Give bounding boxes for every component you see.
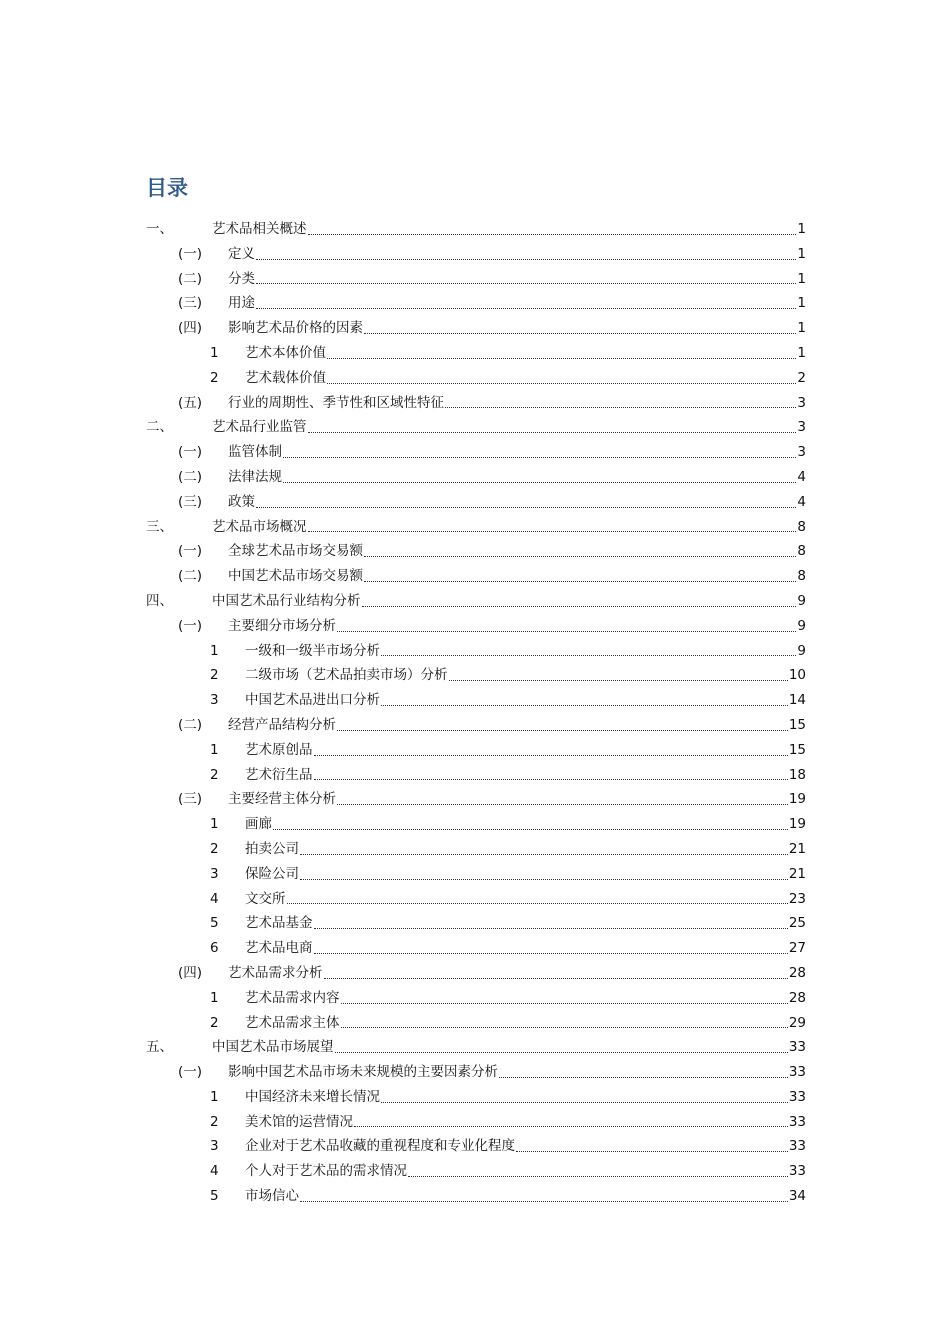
toc-entry-title[interactable]: 中国艺术品行业结构分析 [212, 592, 361, 609]
toc-entry-number: 2 [210, 369, 219, 386]
toc-entry-title[interactable]: 个人对于艺术品的需求情况 [245, 1163, 407, 1180]
toc-dot-leader [308, 233, 797, 235]
toc-entry-title[interactable]: 影响艺术品价格的因素 [228, 320, 363, 337]
toc-entry-number: (一) [178, 245, 203, 262]
toc-entry-number: (一) [178, 444, 203, 461]
toc-entry-title[interactable]: 经营产品结构分析 [228, 716, 336, 733]
toc-entry-title[interactable]: 美术馆的运营情况 [245, 1113, 353, 1130]
toc-entry-page-number: 27 [788, 940, 806, 957]
toc-entry-number: (一) [178, 617, 203, 634]
toc-entry-page-number: 1 [797, 344, 806, 361]
toc-entry-page-number: 3 [797, 444, 806, 461]
toc-entry[interactable] [146, 639, 806, 664]
toc-dot-leader [324, 977, 788, 979]
toc-dot-leader [273, 828, 788, 830]
toc-entry[interactable] [146, 490, 806, 515]
toc-dot-leader [516, 1150, 788, 1152]
toc-entry[interactable] [146, 688, 806, 713]
toc-entry-number: (四) [178, 964, 203, 981]
toc-entry-number: 1 [210, 642, 219, 659]
toc-entry[interactable] [146, 1159, 806, 1184]
toc-entry-title[interactable]: 艺术品需求内容 [245, 989, 340, 1006]
toc-entry-page-number: 10 [788, 667, 806, 684]
toc-entry-title[interactable]: 企业对于艺术品收藏的重视程度和专业化程度 [245, 1138, 515, 1155]
toc-entry-number: (三) [178, 295, 203, 312]
toc-entry-title[interactable]: 艺术本体价值 [245, 344, 326, 361]
toc-entry-number: 2 [210, 667, 219, 684]
toc-entry[interactable] [146, 1184, 806, 1209]
toc-entry-title[interactable]: 用途 [228, 295, 255, 312]
toc-entry-page-number: 33 [788, 1064, 806, 1081]
toc-entry[interactable] [146, 961, 806, 986]
toc-dot-leader [364, 332, 796, 334]
toc-entry[interactable] [146, 242, 806, 267]
toc-entry[interactable] [146, 1011, 806, 1036]
toc-dot-leader [364, 555, 796, 557]
toc-entry-page-number: 23 [788, 890, 806, 907]
toc-entry-title[interactable]: 监管体制 [228, 444, 282, 461]
toc-entry-number: 二、 [146, 419, 173, 436]
toc-entry-number: 一、 [146, 221, 173, 237]
toc-entry[interactable] [146, 663, 806, 688]
toc-entry-title[interactable]: 分类 [228, 270, 255, 287]
toc-entry-number: 2 [210, 1014, 219, 1031]
toc-entry[interactable] [146, 1134, 806, 1159]
toc-entry-title[interactable]: 行业的周期性、季节性和区域性特征 [228, 394, 444, 411]
toc-entry[interactable] [146, 267, 806, 292]
toc-dot-leader [337, 729, 788, 731]
toc-entry-title[interactable]: 拍卖公司 [245, 840, 299, 857]
toc-entry-page-number: 8 [797, 543, 806, 560]
toc-entry-page-number: 28 [788, 964, 806, 981]
toc-entry[interactable] [146, 316, 806, 341]
toc-entry-page-number: 1 [797, 270, 806, 287]
toc-entry[interactable] [146, 341, 806, 366]
toc-entry[interactable] [146, 738, 806, 763]
toc-entry-page-number: 33 [788, 1039, 806, 1056]
toc-entry-number: (四) [178, 320, 203, 337]
toc-entry-page-number: 1 [797, 245, 806, 262]
toc-entry[interactable] [146, 391, 806, 416]
toc-entry-title[interactable]: 艺术品需求主体 [245, 1014, 340, 1031]
toc-entry[interactable] [146, 787, 806, 812]
toc-entry-number: 1 [210, 1088, 219, 1105]
toc-entry-title[interactable]: 主要经营主体分析 [228, 791, 336, 808]
toc-entry-page-number: 15 [788, 716, 806, 733]
toc-dot-leader [381, 1101, 788, 1103]
toc-entry-title[interactable]: 保险公司 [245, 865, 299, 882]
toc-entry-page-number: 33 [788, 1088, 806, 1105]
toc-dot-leader [308, 431, 797, 433]
toc-entry-page-number: 28 [788, 989, 806, 1006]
toc-dot-leader [256, 282, 796, 284]
toc-entry-title[interactable]: 市场信心 [245, 1188, 299, 1205]
toc-entry-page-number: 29 [788, 1014, 806, 1031]
toc-entry-title[interactable]: 主要细分市场分析 [228, 617, 336, 634]
toc-entry-page-number: 21 [788, 865, 806, 882]
toc-entry-title[interactable]: 中国经济未来增长情况 [245, 1088, 380, 1105]
toc-dot-leader [283, 456, 796, 458]
toc-entry[interactable] [146, 614, 806, 639]
toc-entry-title[interactable]: 一级和一级半市场分析 [245, 642, 380, 659]
toc-dot-leader [327, 357, 796, 359]
toc-dot-leader [449, 679, 788, 681]
toc-entry-title[interactable]: 艺术品基金 [245, 915, 313, 932]
toc-entry-number: 四、 [146, 592, 173, 609]
toc-entry-number: 2 [210, 840, 219, 857]
toc-dot-leader [327, 382, 796, 384]
toc-entry[interactable] [146, 465, 806, 490]
toc-dot-leader [256, 307, 796, 309]
toc-entry-page-number: 9 [797, 617, 806, 634]
toc-entry[interactable] [146, 217, 806, 242]
toc-entry-number: 2 [210, 766, 219, 783]
toc-entry-number: 三、 [146, 518, 173, 535]
toc-entry-number: 4 [210, 1163, 219, 1180]
toc-entry-number: (三) [178, 791, 203, 808]
toc-dot-leader [337, 630, 796, 632]
toc-entry-title[interactable]: 影响中国艺术品市场未来规模的主要因素分析 [228, 1064, 498, 1081]
toc-dot-leader [341, 1026, 788, 1028]
toc-entry-number: 1 [210, 816, 219, 833]
toc-entry-page-number: 1 [797, 295, 806, 312]
toc-entry-title[interactable]: 艺术品相关概述 [212, 221, 307, 237]
toc-entry[interactable] [146, 887, 806, 912]
toc-dot-leader [314, 927, 788, 929]
toc-dot-leader [381, 654, 796, 656]
toc-entry-page-number: 34 [788, 1188, 806, 1205]
toc-entry-page-number: 9 [797, 592, 806, 609]
toc-dot-leader [364, 580, 796, 582]
toc-dot-leader [300, 853, 788, 855]
toc-entry-page-number: 2 [797, 369, 806, 386]
toc-entry[interactable] [146, 564, 806, 589]
toc-dot-leader [354, 1125, 788, 1127]
toc-entry-page-number: 3 [797, 394, 806, 411]
toc-entry[interactable] [146, 837, 806, 862]
toc-entry-number: 1 [210, 344, 219, 361]
toc-entry[interactable] [146, 366, 806, 391]
toc-entry-number: (一) [178, 1064, 203, 1081]
toc-dot-leader [308, 530, 797, 532]
toc-entry-number: 5 [210, 1188, 219, 1205]
toc-entry-page-number: 4 [797, 468, 806, 485]
toc-entry[interactable] [146, 1085, 806, 1110]
toc-entry-page-number: 3 [797, 419, 806, 436]
toc-entry[interactable] [146, 515, 806, 540]
toc-entry[interactable] [146, 1060, 806, 1085]
toc-dot-leader [300, 1200, 788, 1202]
toc-dot-leader [287, 902, 788, 904]
toc-entry-number: 3 [210, 865, 219, 882]
toc-entry[interactable] [146, 1035, 806, 1060]
toc-dot-leader [335, 1051, 788, 1053]
toc-entry-title[interactable]: 法律法规 [228, 468, 282, 485]
toc-entry[interactable] [146, 911, 806, 936]
toc-entry-title[interactable]: 艺术品行业监管 [212, 419, 307, 436]
toc-entry-page-number: 1 [797, 320, 806, 337]
toc-entry[interactable] [146, 291, 806, 316]
toc-entry[interactable] [146, 415, 806, 440]
toc-dot-leader [362, 605, 797, 607]
toc-entry-number: 2 [210, 1113, 219, 1130]
toc-entry-number: 5 [210, 915, 219, 932]
table-of-contents [146, 217, 806, 1209]
toc-entry-title[interactable]: 定义 [228, 245, 255, 262]
toc-entry-title[interactable]: 文交所 [245, 890, 286, 907]
toc-entry[interactable] [146, 440, 806, 465]
toc-entry-page-number: 1 [797, 221, 806, 237]
toc-entry-page-number: 21 [788, 840, 806, 857]
toc-dot-leader [314, 778, 788, 780]
toc-entry-number: 3 [210, 692, 219, 709]
toc-entry-number: (三) [178, 493, 203, 510]
toc-entry-page-number: 25 [788, 915, 806, 932]
toc-entry-page-number: 8 [797, 518, 806, 535]
toc-entry[interactable] [146, 539, 806, 564]
toc-entry-title[interactable]: 中国艺术品市场展望 [212, 1039, 334, 1056]
toc-entry-page-number: 18 [788, 766, 806, 783]
toc-dot-leader [314, 952, 788, 954]
toc-entry[interactable] [146, 986, 806, 1011]
toc-dot-leader [300, 878, 788, 880]
toc-entry-number: 4 [210, 890, 219, 907]
toc-entry[interactable] [146, 589, 806, 614]
toc-entry[interactable] [146, 862, 806, 887]
toc-dot-leader [337, 803, 788, 805]
toc-dot-leader [341, 1002, 788, 1004]
toc-entry-number: 五、 [146, 1039, 173, 1056]
toc-entry-number: 1 [210, 989, 219, 1006]
toc-entry-title[interactable]: 艺术品市场概况 [212, 518, 307, 535]
toc-entry-title[interactable]: 画廊 [245, 816, 272, 833]
toc-entry-page-number: 33 [788, 1138, 806, 1155]
toc-dot-leader [256, 506, 796, 508]
toc-entry-page-number: 33 [788, 1163, 806, 1180]
toc-entry-number: (二) [178, 270, 203, 287]
toc-dot-leader [283, 481, 796, 483]
toc-dot-leader [381, 704, 788, 706]
toc-entry-title[interactable]: 艺术品电商 [245, 940, 313, 957]
toc-title: 目录 [146, 176, 188, 200]
toc-entry-title[interactable]: 二级市场（艺术品拍卖市场）分析 [245, 667, 448, 684]
toc-entry[interactable] [146, 812, 806, 837]
toc-dot-leader [314, 754, 788, 756]
toc-entry-number: (二) [178, 568, 203, 585]
toc-entry-page-number: 14 [788, 692, 806, 709]
toc-entry-number: (一) [178, 543, 203, 560]
toc-entry-page-number: 19 [788, 791, 806, 808]
toc-entry-page-number: 9 [797, 642, 806, 659]
toc-dot-leader [445, 406, 796, 408]
toc-entry-page-number: 8 [797, 568, 806, 585]
toc-entry[interactable] [146, 936, 806, 961]
toc-entry-page-number: 4 [797, 493, 806, 510]
toc-entry-number: 3 [210, 1138, 219, 1155]
toc-entry-title[interactable]: 艺术衍生品 [245, 766, 313, 783]
toc-entry-title[interactable]: 全球艺术品市场交易额 [228, 543, 363, 560]
toc-dot-leader [408, 1175, 788, 1177]
toc-entry-page-number: 19 [788, 816, 806, 833]
toc-entry-number: 6 [210, 940, 219, 957]
toc-entry-title[interactable]: 艺术载体价值 [245, 369, 326, 386]
toc-entry-number: (二) [178, 716, 203, 733]
toc-entry[interactable] [146, 763, 806, 788]
toc-entry-number: (二) [178, 468, 203, 485]
toc-entry-number: (五) [178, 394, 203, 411]
toc-entry-title[interactable]: 中国艺术品进出口分析 [245, 692, 380, 709]
toc-entry[interactable] [146, 1110, 806, 1135]
toc-entry[interactable] [146, 713, 806, 738]
toc-entry-title[interactable]: 政策 [228, 493, 255, 510]
toc-entry-page-number: 33 [788, 1113, 806, 1130]
toc-entry-title[interactable]: 艺术原创品 [245, 741, 313, 758]
toc-dot-leader [256, 258, 796, 260]
toc-dot-leader [499, 1076, 788, 1078]
toc-entry-number: 1 [210, 741, 219, 758]
toc-entry-title[interactable]: 中国艺术品市场交易额 [228, 568, 363, 585]
toc-entry-title[interactable]: 艺术品需求分析 [228, 964, 323, 981]
toc-entry-page-number: 15 [788, 741, 806, 758]
